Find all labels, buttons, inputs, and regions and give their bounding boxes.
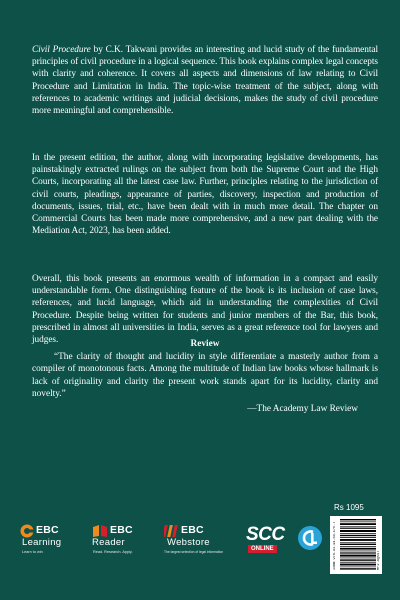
scc-brand: SCC bbox=[246, 524, 285, 545]
ebc-learning-logo bbox=[20, 522, 82, 556]
description-paragraph-2: In the present edition, the author, along with incorporating legislative developments, has painstakingly extracted rulings on the subject from both the Supreme Court and the High Courts, incorporating all the latest case law. Further, principles relating to the jurisdiction of civil courts, pleadings, appearance of parties, discovery, inspection and production of documents, issues, trial, etc., have been dealt with in much more detail. The chapter on Commercial Courts has been made more comprehensive, and a new part dealing with the Mediation Act, 2023, has been added. bbox=[32, 153, 378, 237]
barcode-code: MF2 AQ547 bbox=[377, 550, 381, 570]
ebc-webstore-tagline: The largest selection of legal information bbox=[164, 550, 224, 554]
ebc-webstore-icon bbox=[164, 524, 178, 538]
book-title: Civil Procedure bbox=[32, 45, 91, 55]
ebc-webstore-logo bbox=[160, 522, 235, 556]
cl-logo bbox=[297, 522, 323, 556]
review-source: —The Academy Law Review bbox=[247, 404, 358, 415]
price-label: Rs 1095 bbox=[334, 503, 364, 512]
description-paragraph-1 bbox=[32, 44, 378, 117]
review-quote: “The clarity of thought and lucidity in style differentiate a masterly author from a compiler of monotonous facts. Among the multitude of Indian law books whose hallmark is lack of originality and clarity the present work stands apart for its lucidity, clarity and novelty.” bbox=[32, 352, 378, 399]
ebc-learning-brand: EBC bbox=[36, 524, 59, 536]
scc-online-logo bbox=[246, 522, 288, 556]
description-paragraph-3: Overall, this book presents an enormous wealth of information in a compact and easily understandable form. One distinguishing feature of the book is its inclusion of case laws, references, and lucid language, which aid in understanding the complexities of Civil Procedure. Despite being written for students and junior members of the Bar, this book, prescribed in almost all universities in India, serves as a great reference tool for lawyers and judges. bbox=[32, 274, 378, 346]
scc-online-badge: ONLINE bbox=[248, 545, 277, 553]
ebc-webstore-brand: EBC bbox=[181, 524, 204, 536]
barcode-bars-icon bbox=[340, 519, 376, 571]
review-section bbox=[32, 338, 378, 415]
ebc-reader-icon bbox=[92, 524, 108, 538]
publisher-logos bbox=[20, 522, 325, 556]
ebc-learning-tagline: Learn to win bbox=[22, 550, 43, 554]
ebc-learning-name: Learning bbox=[22, 537, 62, 548]
ebc-learning-icon bbox=[20, 524, 34, 538]
isbn-number: ISBN 978-93-94-84-170-7 bbox=[333, 521, 337, 570]
ebc-reader-tagline: Read. Research. Apply. bbox=[93, 550, 133, 554]
isbn-barcode bbox=[330, 516, 382, 574]
paragraph-1-text: by C.K. Takwani provides an interesting and lucid study of the fundamental principles of civil procedure in a logical sequence. This book explains complex legal concepts with clarity and coherence. It covers all aspects and dimensions of law relating to Civil Procedure and Limitation in India. The topic-wise treatment of the subject, along with references to academic writings and judicial decisions, makes the study of civil procedure more meaningful and comprehensible. bbox=[32, 45, 378, 117]
review-heading: Review bbox=[190, 339, 220, 349]
ebc-reader-name: Reader bbox=[92, 537, 125, 548]
cl-logo-icon bbox=[297, 525, 323, 551]
ebc-webstore-name: Webstore bbox=[167, 537, 210, 548]
ebc-reader-logo bbox=[90, 522, 152, 556]
ebc-reader-brand: EBC bbox=[110, 524, 133, 536]
